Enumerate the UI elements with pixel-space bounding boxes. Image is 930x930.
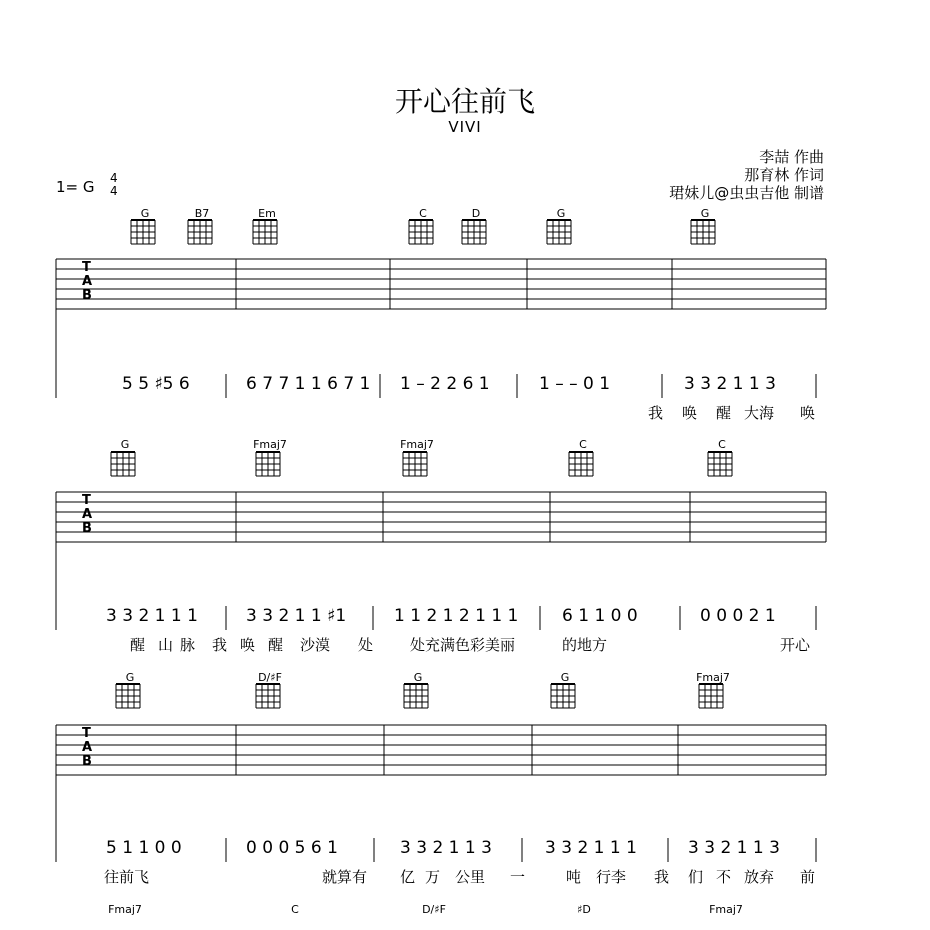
tab-clef-a: A [82, 274, 93, 289]
lyric: 大海 [744, 404, 775, 422]
lyric: 的地方 [562, 636, 608, 654]
lyric: 沙漠 [300, 636, 331, 654]
chord-name: C [718, 438, 726, 451]
lyric: 放弃 [744, 868, 775, 886]
notation-measure: 5 1 1 0 0 [106, 838, 182, 858]
tab-clef-t: T [82, 260, 91, 275]
lyric: 行李 [596, 868, 627, 886]
artist-name: VIVI [448, 118, 482, 136]
lyric: 醒 [716, 404, 732, 422]
chord-name: B7 [194, 207, 210, 220]
notation-measure: 3 3 2 1 1 3 [400, 838, 492, 858]
lyricist-credit: 那育林 作词 [744, 166, 824, 184]
tab-clef-a: A [82, 740, 93, 755]
notation-measure: 3 3 2 1 1 ♯1 [246, 606, 347, 626]
chord-name: G [120, 438, 130, 451]
notation-measure: 0 0 0 2 1 [700, 606, 776, 626]
tab-clef-a: A [82, 507, 93, 522]
lyric: 脉 [180, 636, 196, 654]
chord-name: D/♯F [258, 671, 282, 684]
chord-name: G [140, 207, 150, 220]
notation-measure: 3 3 2 1 1 3 [684, 374, 776, 394]
lyric: 我 [212, 636, 228, 654]
lyric: 处充满色彩美丽 [410, 636, 516, 654]
chord-name: G [556, 207, 566, 220]
lyric: 我 [648, 404, 664, 422]
chord-name: ♯D [577, 903, 591, 916]
chord-name: Fmaj7 [709, 903, 743, 916]
lyric: 唤 [682, 404, 698, 422]
tab-clef-b: B [82, 754, 92, 769]
tab-clef [82, 261, 92, 303]
chord-name: D [471, 207, 481, 220]
lyric: 醒 [130, 636, 146, 654]
lyric: 吨 [566, 868, 582, 886]
lyric: 们 [688, 868, 704, 886]
lyric: 不 [716, 868, 732, 886]
notation-measure: 3 3 2 1 1 1 [545, 838, 637, 858]
tab-clef [82, 727, 92, 769]
notation-measure: 3 3 2 1 1 1 [106, 606, 198, 626]
chord-name: Fmaj7 [400, 438, 434, 451]
notation-measure: 1 – 2 2 6 1 [400, 374, 490, 394]
lyric: 唤 [800, 404, 816, 422]
chord-name: C [291, 903, 299, 916]
page-title: 开心往前飞 [394, 85, 535, 118]
chord-name: Fmaj7 [108, 903, 142, 916]
notation-measure: 1 1 2 1 2 1 1 1 [394, 606, 519, 626]
composer-credit: 李喆 作曲 [759, 148, 824, 166]
tab-clef-b: B [82, 288, 92, 303]
chord-name: Fmaj7 [253, 438, 287, 451]
key-label: 1= G [56, 178, 95, 196]
chord-name: Fmaj7 [696, 671, 730, 684]
lyric: 往前飞 [104, 868, 150, 886]
notation-measure: 0 0 0 5 6 1 [246, 838, 338, 858]
tab-clef-b: B [82, 521, 92, 536]
lyric: 醒 [268, 636, 284, 654]
arranger-credit: 珺妹儿@虫虫吉他 制谱 [669, 184, 824, 202]
chord-name: G [413, 671, 423, 684]
lyric: 一 [510, 868, 526, 886]
chord-name: G [560, 671, 570, 684]
lyric: 万 [425, 868, 441, 886]
notation-measure: 1 – – 0 1 [539, 374, 611, 394]
lyric: 处 [358, 636, 374, 654]
lyric: 公里 [455, 868, 486, 886]
notation-measure: 6 1 1 0 0 [562, 606, 638, 626]
lyric: 就算有 [322, 868, 368, 886]
tab-clef [82, 494, 92, 536]
lyric: 山 [158, 636, 174, 654]
tab-clef-t: T [82, 493, 91, 508]
time-top: 4 [110, 171, 118, 185]
notation-measure: 6 7 7 1 1 6 7 1 [246, 374, 371, 394]
notation-measure: 3 3 2 1 1 3 [688, 838, 780, 858]
chord-name: G [700, 207, 710, 220]
chord-name: Em [258, 207, 276, 220]
lyric: 开心 [780, 636, 811, 654]
lyric: 前 [800, 868, 816, 886]
lyric: 我 [654, 868, 670, 886]
chord-name: G [125, 671, 135, 684]
lyric: 亿 [400, 868, 416, 886]
lyric: 唤 [240, 636, 256, 654]
tab-clef-t: T [82, 726, 91, 741]
notation-measure: 5 5 ♯5 6 [122, 374, 190, 394]
chord-name: C [579, 438, 587, 451]
chord-name: C [419, 207, 427, 220]
chord-name: D/♯F [422, 903, 446, 916]
time-bottom: 4 [110, 184, 118, 198]
